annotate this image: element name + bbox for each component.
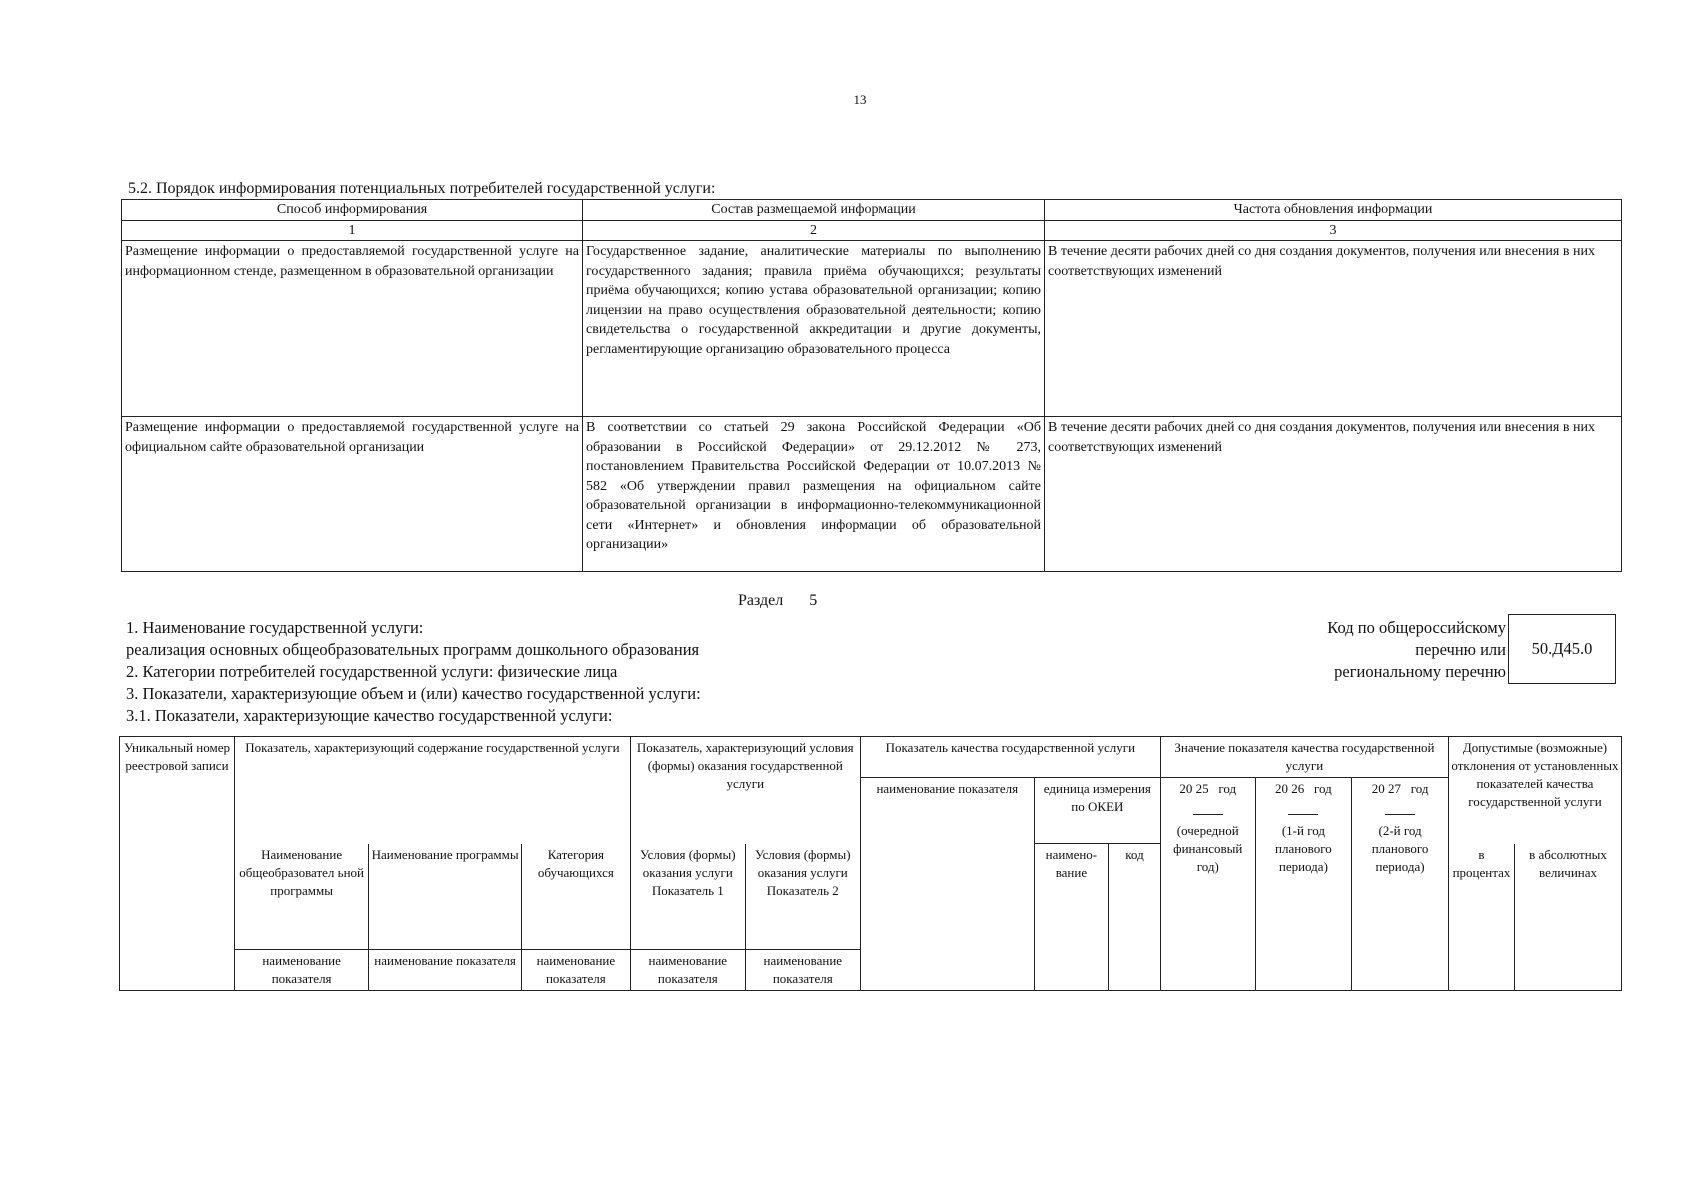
program-header: Наименование программы — [369, 844, 522, 950]
row-1-frequency: В течение десяти рабочих дней со дня создания документов, получения или внесения в них соответствующих изменений — [1045, 241, 1622, 417]
unique-number-header: Уникальный номер реестровой записи — [120, 737, 235, 991]
quality-indicator-header: Показатель качества государственной услуги — [860, 737, 1160, 778]
razdel-number: 5 — [809, 592, 818, 609]
deviation-header: Допустимые (возможные) отклонения от установленных показателей качества государственной услуги — [1448, 737, 1621, 844]
code-label: Код по общероссийскому перечню или региональному перечню — [1327, 618, 1506, 681]
page-number: 13 — [853, 92, 867, 107]
column-number-1: 1 — [122, 220, 583, 241]
service-description — [126, 617, 701, 727]
unit-name-header: наимено-вание — [1034, 844, 1108, 991]
razdel-label: Раздел — [738, 592, 784, 609]
row-1-content: Государственное задание, аналитические материалы по выполнению государственного задания; правила приёма обучающихся; результаты приёма обучающихся; копию устава образовательной организации; копию лицензии на право осуществления образовательной деятельности; копию свидетельства о государственной аккредитации и другие документы, регламентирующие организацию образовательного процесса — [583, 241, 1045, 417]
service-name: реализация основных общеобразовательных программ дошкольного образования — [126, 640, 700, 659]
year-2026-header: 20 26 год (1-й год планового периода) — [1255, 778, 1352, 991]
content-2-indicator-name: наименование показателя — [369, 950, 522, 991]
deviation-absolute-header: в абсолютных величинах — [1515, 844, 1622, 991]
condition-1-indicator-name: наименование показателя — [630, 950, 745, 991]
deviation-percent-header: в процентах — [1448, 844, 1514, 991]
content-indicator-header: Показатель, характеризующий содержание государственной услуги — [234, 737, 630, 844]
header-frequency: Частота обновления информации — [1045, 200, 1622, 221]
student-category-header: Категория обучающихся — [521, 844, 630, 950]
okei-unit-header: единица измерения по ОКЕИ — [1034, 778, 1160, 844]
consumer-categories: 2. Категории потребителей государственной услуги: физические лица — [126, 662, 618, 681]
indicators-heading: 3. Показатели, характеризующие объем и (или) качество государственной услуги: — [126, 684, 701, 703]
column-number-3: 3 — [1045, 220, 1622, 241]
section-5-2-title: 5.2. Порядок информирования потенциальных потребителей государственной услуги: — [128, 180, 716, 197]
column-number-2: 2 — [583, 220, 1045, 241]
table-row — [122, 241, 1622, 417]
service-name-label: 1. Наименование государственной услуги: — [126, 618, 424, 637]
year-2025-header: 20 25 год (очередной финансовый год) — [1160, 778, 1255, 991]
header-method: Способ информирования — [122, 200, 583, 221]
conditions-indicator-header: Показатель, характеризующий условия (формы) оказания государственной услуги — [630, 737, 860, 844]
quality-values-header: Значение показателя качества государственной услуги — [1160, 737, 1448, 778]
row-1-method: Размещение информации о предоставляемой государственной услуге на информационном стенде, размещенном в образовательной организации — [122, 241, 583, 417]
row-2-frequency: В течение десяти рабочих дней со дня создания документов, получения или внесения в них соответствующих изменений — [1045, 417, 1622, 572]
content-3-indicator-name: наименование показателя — [521, 950, 630, 991]
row-2-method: Размещение информации о предоставляемой государственной услуге на официальном сайте образовательной организации — [122, 417, 583, 572]
unit-code-header: код — [1109, 844, 1161, 991]
section-heading — [738, 592, 817, 610]
quality-indicators-heading: 3.1. Показатели, характеризующие качество государственной услуги: — [126, 706, 613, 725]
header-content: Состав размещаемой информации — [583, 200, 1045, 221]
year-2027-header: 20 27 год (2-й год планового периода) — [1352, 778, 1449, 991]
informing-table — [121, 199, 1622, 572]
code-value-box: 50.Д45.0 — [1508, 614, 1616, 684]
condition-1-header: Условия (формы) оказания услуги Показатель 1 — [630, 844, 745, 950]
indicator-name-header: наименование показателя — [860, 778, 1034, 991]
condition-2-indicator-name: наименование показателя — [745, 950, 860, 991]
content-1-indicator-name: наименование показателя — [234, 950, 368, 991]
table-row — [122, 417, 1622, 572]
row-2-content: В соответствии со статьей 29 закона Российской Федерации «Об образовании в Российской Федерации» от 29.12.2012 № 273, постановлением Правительства Российской Федерации от 10.07.2013 № 582 «Об утверждении правил размещения на официальном сайте образовательной организации в информационно-телекоммуникационной сети «Интернет» и обновления информации об образовательной организации» — [583, 417, 1045, 572]
quality-indicators-table — [119, 736, 1622, 991]
condition-2-header: Условия (формы) оказания услуги Показатель 2 — [745, 844, 860, 950]
program-name-header: Наименование общеобразовател ьной программы — [234, 844, 368, 950]
